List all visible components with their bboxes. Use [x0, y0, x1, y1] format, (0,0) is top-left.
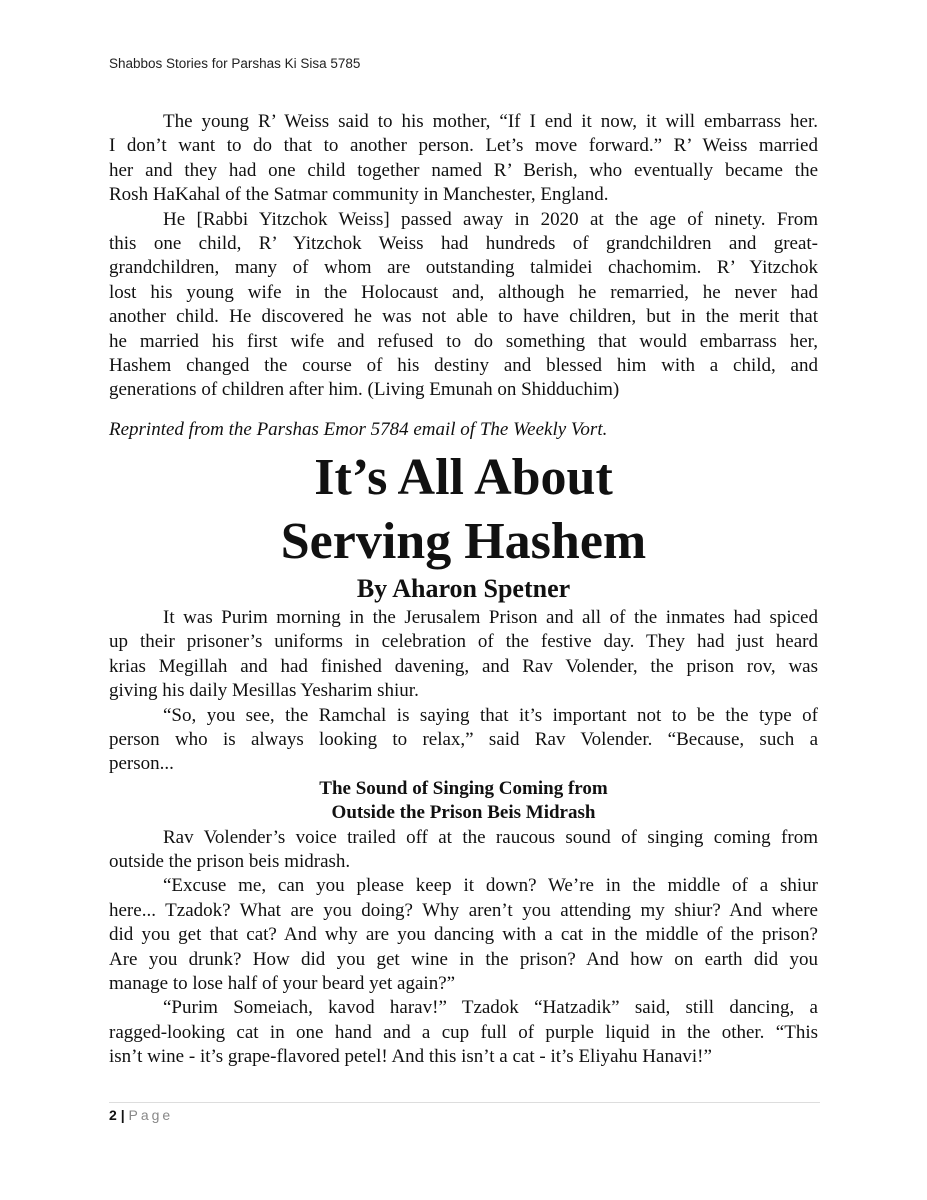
text-line: did you get that cat? And why are you dancing with a cat in the middle of the prison? — [109, 924, 818, 946]
article-paragraphs-a — [109, 606, 818, 777]
text-line: this one child, R’ Yitzchok Weiss had hundreds of grandchildren and great- — [109, 233, 818, 255]
paragraph — [109, 996, 818, 1069]
paragraph — [109, 826, 818, 875]
text-line: isn’t wine - it’s grape-flavored petel! And this isn’t a cat - it’s Eliyahu Hanavi!” — [109, 1046, 712, 1068]
paragraph — [109, 208, 818, 403]
text-line: her and they had one child together named R’ Berish, who eventually became the — [109, 159, 818, 181]
text-line: outside the prison beis midrash. — [109, 850, 351, 872]
text-line: ragged-looking cat in one hand and a cup full of purple liquid in the other. “This — [109, 1021, 818, 1043]
text-line: “So, you see, the Ramchal is saying that it’s important not to be the type of — [163, 704, 818, 726]
reprint-note: Reprinted from the Parshas Emor 5784 email of The Weekly Vort. — [109, 418, 608, 440]
text-line: another child. He discovered he was not able to have children, but in the merit that — [109, 306, 818, 328]
text-line: Rav Volender’s voice trailed off at the raucous sound of singing coming from — [163, 826, 818, 848]
page-number: 2 — [109, 1107, 117, 1123]
text-line: person who is always looking to relax,” said Rav Volender. “Because, such a — [109, 728, 818, 750]
text-line: generations of children after him. (Living Emunah on Shidduchim) — [109, 379, 620, 401]
title-line: Serving Hashem — [280, 512, 647, 570]
subheading — [109, 777, 818, 826]
text-line: Rosh HaKahal of the Satmar community in Manchester, England. — [109, 184, 609, 206]
text-line: up their prisoner’s uniforms in celebration of the festive day. They had just heard — [109, 631, 818, 653]
article-paragraphs-b — [109, 826, 818, 1070]
page-footer — [109, 1107, 173, 1123]
text-line: It was Purim morning in the Jerusalem Prison and all of the inmates had spiced — [163, 606, 818, 628]
text-line: grandchildren, many of whom are outstanding talmidei chachomim. R’ Yitzchok — [109, 257, 818, 279]
text-line: lost his young wife in the Holocaust and, although he remarried, he never had — [109, 281, 818, 303]
title-line: It’s All About — [314, 448, 613, 506]
footer-separator: | — [120, 1107, 125, 1123]
text-line: giving his daily Mesillas Yesharim shiur. — [109, 680, 419, 702]
text-line: “Purim Someiach, kavod harav!” Tzadok “Hatzadik” said, still dancing, a — [163, 997, 818, 1019]
footer-divider — [109, 1102, 820, 1103]
text-line: krias Megillah and had finished davening, and Rav Volender, the prison rov, was — [109, 655, 818, 677]
text-line: The young R’ Weiss said to his mother, “If I end it now, it will embarrass her. — [163, 111, 818, 132]
byline: By Aharon Spetner — [356, 573, 571, 603]
text-line: He [Rabbi Yitzchok Weiss] passed away in 2020 at the age of ninety. From — [163, 208, 818, 230]
text-line: Are you drunk? How did you get wine in the prison? And how on earth did you — [109, 948, 818, 970]
text-line: person... — [109, 753, 174, 775]
paragraph — [109, 874, 818, 996]
page-content — [109, 110, 818, 1070]
running-header: Shabbos Stories for Parshas Ki Sisa 5785 — [109, 56, 361, 71]
text-line: manage to lose half of your beard yet again?” — [109, 972, 456, 994]
top-paragraphs — [109, 110, 818, 403]
page-label: Page — [128, 1107, 174, 1123]
subheading-line: Outside the Prison Beis Midrash — [331, 802, 596, 824]
text-line: Hashem changed the course of his destiny and blessed him with a child, and — [109, 355, 818, 377]
paragraph — [109, 606, 818, 704]
paragraph — [109, 704, 818, 777]
text-line: here... Tzadok? What are you doing? Why aren’t you attending my shiur? And where — [109, 899, 818, 921]
text-line: “Excuse me, can you please keep it down? We’re in the middle of a shiur — [163, 875, 818, 897]
subheading-line: The Sound of Singing Coming from — [319, 777, 608, 799]
text-line: he married his first wife and refused to do something that would embarrass her, — [109, 330, 818, 352]
article-title — [109, 446, 818, 574]
paragraph — [109, 110, 818, 208]
text-line: I don’t want to do that to another person. Let’s move forward.” R’ Weiss married — [109, 135, 818, 157]
